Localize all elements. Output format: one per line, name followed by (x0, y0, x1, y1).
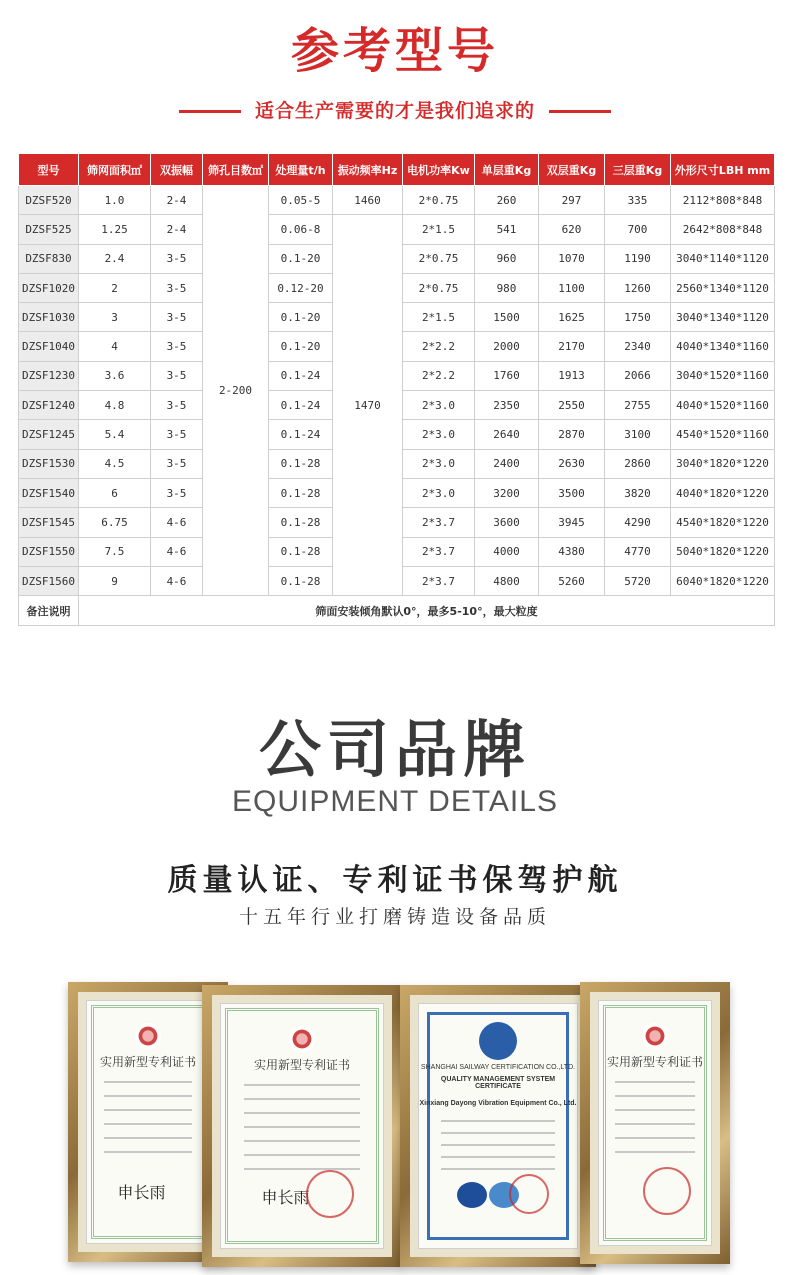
table-cell: 0.1-24 (269, 420, 333, 449)
table-cell: 2112*808*848 (671, 186, 775, 215)
section-title-models: 参考型号 (290, 23, 499, 79)
table-cell: 2*2.2 (403, 332, 475, 361)
table-cell: 4540*1820*1220 (671, 508, 775, 537)
divider-right (549, 110, 611, 113)
certificates-title: 质量认证、专利证书保驾护航 (167, 863, 623, 898)
table-cell: 2640 (475, 420, 539, 449)
table-cell: 5.4 (79, 420, 151, 449)
table-cell: 0.05-5 (269, 186, 333, 215)
table-cell: 6 (79, 478, 151, 507)
table-cell: 2*0.75 (403, 244, 475, 273)
freq-cell: 1460 (333, 186, 403, 215)
table-cell: 2*3.0 (403, 420, 475, 449)
model-cell: DZSF1040 (19, 332, 79, 361)
table-cell: 4380 (539, 537, 605, 566)
seal-icon (306, 1170, 354, 1218)
table-cell: 1760 (475, 361, 539, 390)
table-cell: 2400 (475, 449, 539, 478)
table-cell: 4040*1520*1160 (671, 391, 775, 420)
patent-certificate (598, 1000, 712, 1246)
table-cell: 3820 (605, 478, 671, 507)
table-cell: 4000 (475, 537, 539, 566)
model-cell: DZSF1530 (19, 449, 79, 478)
model-cell: DZSF1560 (19, 566, 79, 595)
table-header-cell: 振动频率Hz (333, 154, 403, 186)
table-cell: 980 (475, 273, 539, 302)
table-header-cell: 单层重Kg (475, 154, 539, 186)
model-cell: DZSF1540 (19, 478, 79, 507)
model-cell: DZSF1550 (19, 537, 79, 566)
certificate-frame-2 (202, 985, 402, 1267)
table-cell: 2340 (605, 332, 671, 361)
patent-emblem-icon (642, 1023, 668, 1049)
table-cell: 2630 (539, 449, 605, 478)
issuer: SHANGHAI SAILWAY CERTIFICATION CO.,LTD. (420, 1064, 576, 1071)
table-cell: 2-4 (151, 186, 203, 215)
table-cell: 3500 (539, 478, 605, 507)
certification-logo-icon (479, 1022, 517, 1060)
freq-cell: 1470 (333, 215, 403, 596)
signature: 申长雨 (261, 1188, 310, 1207)
table-cell: 4-6 (151, 566, 203, 595)
table-cell: 335 (605, 186, 671, 215)
model-cell: DZSF1230 (19, 361, 79, 390)
table-cell: 2*1.5 (403, 303, 475, 332)
slogan (0, 96, 790, 123)
table-cell: 541 (475, 215, 539, 244)
table-cell: 0.1-20 (269, 244, 333, 273)
table-cell: 2 (79, 273, 151, 302)
table-cell: 0.1-28 (269, 449, 333, 478)
table-cell: 4-6 (151, 508, 203, 537)
table-header-cell: 双层重Kg (539, 154, 605, 186)
table-cell: 4290 (605, 508, 671, 537)
table-cell: 3040*1520*1160 (671, 361, 775, 390)
seal-icon (643, 1167, 691, 1215)
table-header-cell: 外形尺寸LBH mm (671, 154, 775, 186)
table-cell: 1500 (475, 303, 539, 332)
table-cell: 3100 (605, 420, 671, 449)
table-cell: 0.1-24 (269, 391, 333, 420)
quality-certificate (418, 1003, 578, 1249)
table-header-cell: 筛网面积㎡ (79, 154, 151, 186)
table-cell: 3-5 (151, 449, 203, 478)
brand-subtitle: EQUIPMENT DETAILS (232, 785, 558, 818)
table-cell: 3-5 (151, 244, 203, 273)
model-cell: DZSF1240 (19, 391, 79, 420)
table-cell: 2*3.7 (403, 508, 475, 537)
spec-table (18, 153, 775, 626)
model-cell: DZSF1245 (19, 420, 79, 449)
table-cell: 1070 (539, 244, 605, 273)
model-cell: DZSF1020 (19, 273, 79, 302)
table-header-cell: 双振幅 (151, 154, 203, 186)
table-cell: 0.1-20 (269, 332, 333, 361)
table-cell: 1750 (605, 303, 671, 332)
table-cell: 1625 (539, 303, 605, 332)
table-cell: 7.5 (79, 537, 151, 566)
table-cell: 2*3.0 (403, 449, 475, 478)
table-cell: 2170 (539, 332, 605, 361)
table-cell: 3-5 (151, 332, 203, 361)
table-cell: 2*3.0 (403, 391, 475, 420)
slogan-text: 适合生产需要的才是我们追求的 (254, 100, 535, 122)
iaf-logo-icon (457, 1182, 487, 1208)
table-cell: 3040*1340*1120 (671, 303, 775, 332)
table-cell: 9 (79, 566, 151, 595)
table-cell: 2.4 (79, 244, 151, 273)
table-cell: 1260 (605, 273, 671, 302)
patent-certificate (86, 1000, 210, 1244)
table-cell: 3 (79, 303, 151, 332)
table-header-cell: 处理量t/h (269, 154, 333, 186)
table-cell: 2755 (605, 391, 671, 420)
table-cell: 2*3.0 (403, 478, 475, 507)
table-cell: 2550 (539, 391, 605, 420)
model-cell: DZSF1030 (19, 303, 79, 332)
note-text: 筛面安装倾角默认0°，最多5-10°，最大粒度 (79, 596, 775, 626)
table-cell: 620 (539, 215, 605, 244)
table-cell: 297 (539, 186, 605, 215)
table-header-cell: 三层重Kg (605, 154, 671, 186)
table-cell: 3-5 (151, 303, 203, 332)
table-cell: 6.75 (79, 508, 151, 537)
table-header-cell: 型号 (19, 154, 79, 186)
table-cell: 4.5 (79, 449, 151, 478)
table-cell: 4 (79, 332, 151, 361)
patent-emblem-icon (289, 1026, 315, 1052)
certificate-heading: 实用新型专利证书 (606, 1055, 703, 1069)
table-cell: 3945 (539, 508, 605, 537)
table-cell: 0.12-20 (269, 273, 333, 302)
table-header-cell: 电机功率Kw (403, 154, 475, 186)
table-cell: 4540*1520*1160 (671, 420, 775, 449)
table-cell: 3-5 (151, 391, 203, 420)
table-cell: 1.25 (79, 215, 151, 244)
table-cell: 5260 (539, 566, 605, 595)
model-cell: DZSF830 (19, 244, 79, 273)
table-cell: 3600 (475, 508, 539, 537)
table-cell: 1913 (539, 361, 605, 390)
table-cell: 3040*1820*1220 (671, 449, 775, 478)
table-cell: 4040*1340*1160 (671, 332, 775, 361)
table-cell: 700 (605, 215, 671, 244)
model-cell: DZSF1545 (19, 508, 79, 537)
table-cell: 0.1-24 (269, 361, 333, 390)
table-cell: 5720 (605, 566, 671, 595)
table-cell: 2*2.2 (403, 361, 475, 390)
table-cell: 1100 (539, 273, 605, 302)
table-cell: 6040*1820*1220 (671, 566, 775, 595)
table-cell: 4770 (605, 537, 671, 566)
brand-title: 公司品牌 (258, 713, 531, 786)
table-cell: 960 (475, 244, 539, 273)
table-cell: 0.1-28 (269, 537, 333, 566)
table-cell: 2*3.7 (403, 537, 475, 566)
seal-icon (509, 1174, 549, 1214)
table-cell: 2560*1340*1120 (671, 273, 775, 302)
patent-emblem-icon (135, 1023, 161, 1049)
company-name: Xinxiang Dayong Vibration Equipment Co., Ltd. (419, 1100, 577, 1107)
table-cell: 4.8 (79, 391, 151, 420)
table-cell: 3200 (475, 478, 539, 507)
table-cell: 2000 (475, 332, 539, 361)
table-cell: 2-4 (151, 215, 203, 244)
table-cell: 4040*1820*1220 (671, 478, 775, 507)
table-cell: 3040*1140*1120 (671, 244, 775, 273)
table-cell: 3-5 (151, 273, 203, 302)
table-cell: 2066 (605, 361, 671, 390)
patent-certificate (220, 1003, 384, 1249)
certificate-heading: 实用新型专利证书 (253, 1058, 350, 1072)
table-cell: 4-6 (151, 537, 203, 566)
certificate-heading: 实用新型专利证书 (99, 1055, 196, 1069)
certificates-subtitle: 十五年行业打磨铸造设备品质 (238, 906, 551, 928)
note-label: 备注说明 (19, 596, 79, 626)
table-cell: 0.1-20 (269, 303, 333, 332)
table-row (19, 186, 775, 215)
table-cell: 0.1-28 (269, 508, 333, 537)
mesh-cell: 2-200 (203, 186, 269, 596)
table-cell: 2860 (605, 449, 671, 478)
divider-left (179, 110, 241, 113)
table-cell: 0.1-28 (269, 478, 333, 507)
table-cell: 2*0.75 (403, 186, 475, 215)
note-row (19, 596, 775, 626)
table-header-row (19, 154, 775, 186)
certificate-heading: QUALITY MANAGEMENT SYSTEM CERTIFICATE (440, 1076, 556, 1090)
table-cell: 2642*808*848 (671, 215, 775, 244)
table-header-cell: 筛孔目数㎡ (203, 154, 269, 186)
table-cell: 0.06-8 (269, 215, 333, 244)
model-cell: DZSF525 (19, 215, 79, 244)
table-cell: 3-5 (151, 420, 203, 449)
table-cell: 1190 (605, 244, 671, 273)
table-cell: 2*1.5 (403, 215, 475, 244)
table-cell: 5040*1820*1220 (671, 537, 775, 566)
table-cell: 2*0.75 (403, 273, 475, 302)
table-cell: 3.6 (79, 361, 151, 390)
table-cell: 2870 (539, 420, 605, 449)
table-row (19, 215, 775, 244)
certificate-frame-4 (580, 982, 730, 1264)
signature: 申长雨 (117, 1183, 166, 1202)
table-cell: 2350 (475, 391, 539, 420)
table-cell: 0.1-28 (269, 566, 333, 595)
table-cell: 3-5 (151, 478, 203, 507)
table-cell: 3-5 (151, 361, 203, 390)
table-cell: 4800 (475, 566, 539, 595)
table-cell: 2*3.7 (403, 566, 475, 595)
model-cell: DZSF520 (19, 186, 79, 215)
certificate-frame-3 (400, 985, 596, 1267)
table-cell: 1.0 (79, 186, 151, 215)
table-cell: 260 (475, 186, 539, 215)
